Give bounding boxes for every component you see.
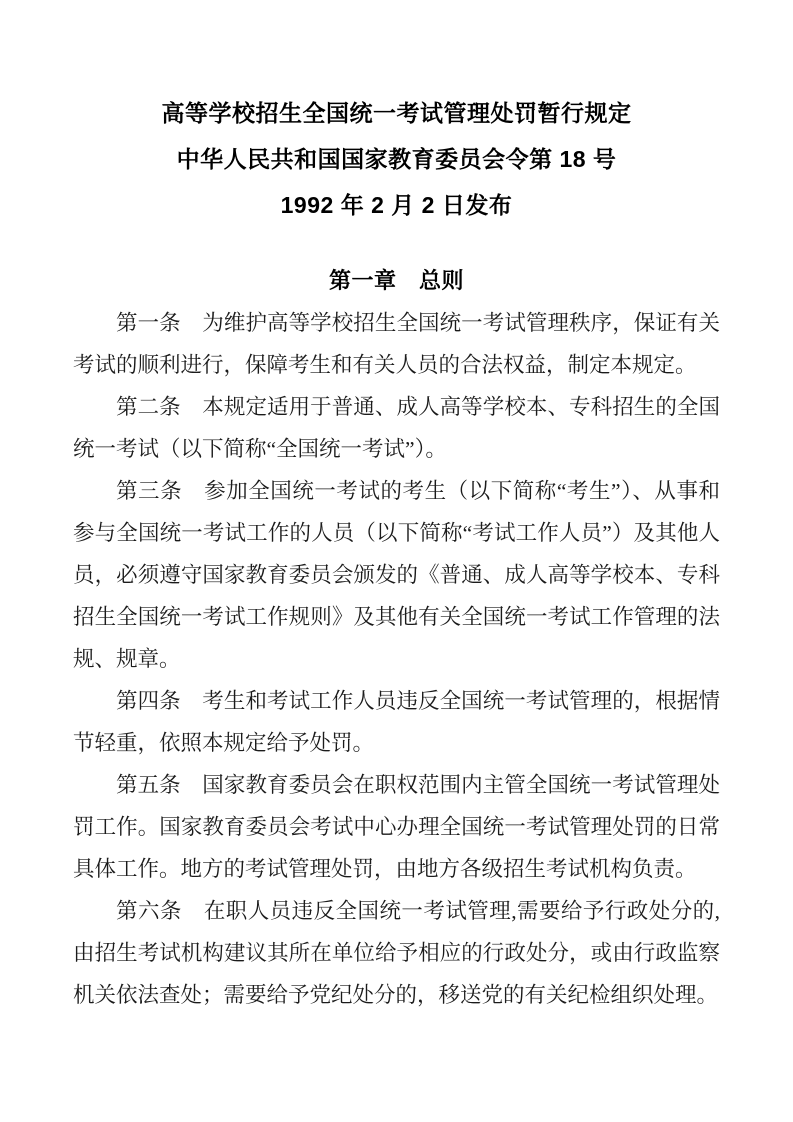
document-title: 高等学校招生全国统一考试管理处罚暂行规定 xyxy=(161,100,632,126)
decree-number-line: 中华人民共和国国家教育委员会令第 18 号 xyxy=(176,146,617,172)
chapter-heading: 第一章 总则 xyxy=(328,268,464,293)
article-3-paragraph: 第三条 参加全国统一考试的考生（以下简称“考生”）、从事和参与全国统一考试工作的人员（以下简称“考试工作人员”）及其他人员，必须遵守国家教育委员会颁发的《普通、成人高等学校本、专科招生全国统一考试工作规则》及其他有关全国统一考试工作管理的法规、规章。 xyxy=(73,479,720,671)
document-body xyxy=(73,302,720,1016)
article-6-paragraph: 第六条 在职人员违反全国统一考试管理,需要给予行政处分的,由招生考试机构建议其所在单位给予相应的行政处分，或由行政监察机关依法查处；需要给予党纪处分的，移送党的有关纪检组织处理。 xyxy=(73,899,720,1007)
article-4-paragraph: 第四条 考生和考试工作人员违反全国统一考试管理的，根据情节轻重，依照本规定给予处罚。 xyxy=(73,689,720,755)
publish-date-line: 1992 年 2 月 2 日发布 xyxy=(280,192,513,218)
document-header xyxy=(0,0,793,228)
article-5-paragraph: 第五条 国家教育委员会在职权范围内主管全国统一考试管理处罚工作。国家教育委员会考试中心办理全国统一考试管理处罚的日常具体工作。地方的考试管理处罚，由地方各级招生考试机构负责。 xyxy=(73,773,720,881)
article-2-paragraph: 第二条 本规定适用于普通、成人高等学校本、专科招生的全国统一考试（以下简称“全国统一考试”）。 xyxy=(73,395,720,461)
article-1-paragraph: 第一条 为维护高等学校招生全国统一考试管理秩序，保证有关考试的顺利进行，保障考生和有关人员的合法权益，制定本规定。 xyxy=(73,311,720,377)
